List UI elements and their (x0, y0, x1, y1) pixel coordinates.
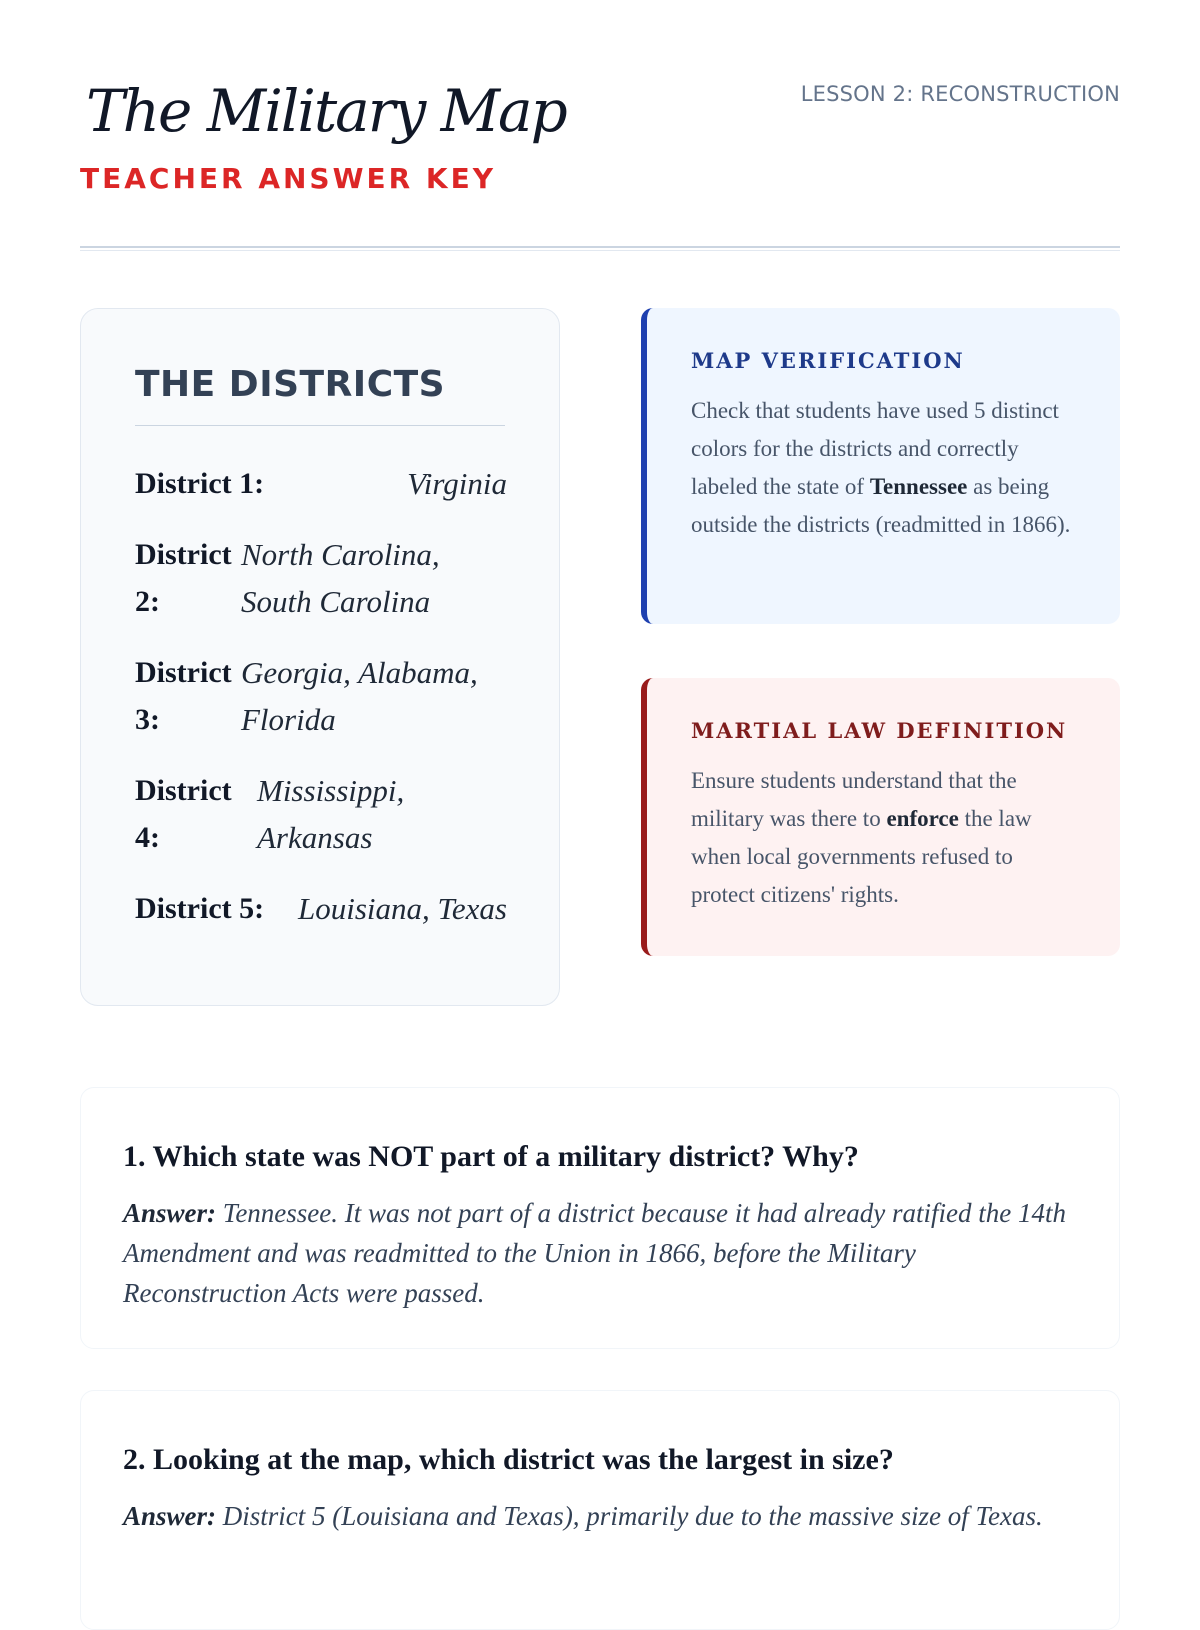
answer-body: District 5 (Louisiana and Texas), primarily due to the massive size of Texas. (216, 1501, 1043, 1531)
district-label: District 2: (135, 538, 232, 618)
header-divider (80, 246, 1120, 251)
question-card (80, 1390, 1120, 1630)
callout-text (691, 392, 1076, 544)
district-label: District 3: (135, 656, 232, 736)
question-text: 1. Which state was NOT part of a military district? Why? (123, 1140, 859, 1173)
martial-law-callout (641, 678, 1120, 956)
district-row (135, 460, 507, 507)
districts-heading: THE DISTRICTS (135, 364, 446, 405)
callout-title: MARTIAL LAW DEFINITION (691, 718, 1068, 743)
answer-text (123, 1193, 1077, 1313)
page-title: The Military Map (86, 77, 566, 145)
district-states: Louisiana, Texas (297, 891, 507, 926)
page-header (80, 0, 1120, 252)
district-label: District 4: (135, 774, 232, 854)
worksheet-page (80, 0, 1120, 1531)
answer-label: Answer: (123, 1501, 217, 1531)
district-states: Georgia, Alabama, Florida (241, 655, 478, 737)
map-verification-callout (641, 308, 1120, 624)
district-row (135, 767, 507, 861)
district-states: Mississippi, Arkansas (257, 773, 405, 855)
district-states: Virginia (407, 466, 507, 501)
question-card (80, 1087, 1120, 1349)
callout-text-part: as being outside the districts (readmitted in 1866). (691, 474, 1071, 537)
callout-emphasis: Tennessee (869, 474, 968, 499)
district-row (135, 649, 507, 743)
district-row (135, 531, 507, 625)
district-label: District 1: (135, 467, 265, 500)
page-subtitle: TEACHER ANSWER KEY (80, 162, 497, 195)
callout-text-part: Ensure students understand that the military was there to (691, 768, 1017, 831)
districts-divider (135, 425, 505, 426)
district-label: District 5: (135, 892, 265, 925)
lesson-label: LESSON 2: RECONSTRUCTION (800, 82, 1120, 106)
answer-label: Answer: (123, 1198, 217, 1228)
callout-text-part: Check that students have used 5 distinct colors for the districts and correctly labeled the state of (691, 398, 1059, 499)
district-states: North Carolina, South Carolina (241, 537, 440, 619)
callout-text (691, 762, 1076, 914)
district-list (135, 460, 507, 932)
question-text: 2. Looking at the map, which district was the largest in size? (123, 1443, 894, 1476)
callout-title: MAP VERIFICATION (691, 348, 965, 373)
district-row (135, 885, 507, 932)
answer-text (123, 1496, 1077, 1536)
callout-text-part: the law when local governments refused to protect citizens' rights. (691, 806, 1032, 907)
callout-emphasis: enforce (886, 806, 959, 831)
districts-card (80, 308, 560, 1006)
answer-body: Tennessee. It was not part of a district because it had already ratified the 14th Amendment and was readmitted to the Union in 1866, before the Military Reconstruction Acts were passed. (123, 1198, 1066, 1308)
